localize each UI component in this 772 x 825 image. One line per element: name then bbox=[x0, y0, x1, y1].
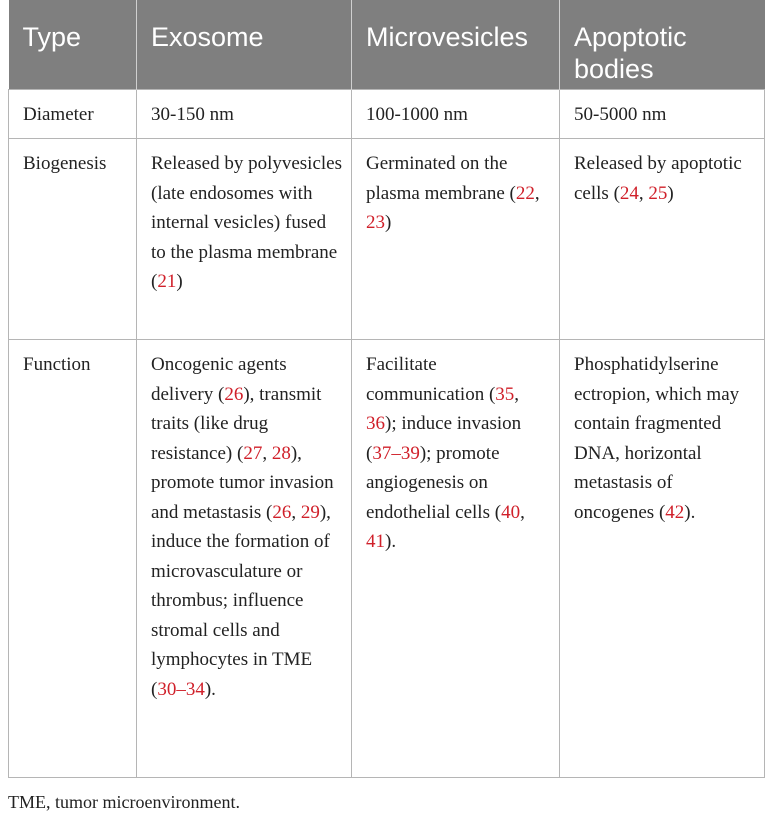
cell-text: Released by apoptotic cells ( bbox=[574, 153, 742, 204]
citation-link[interactable]: 36 bbox=[366, 413, 385, 434]
citation-link[interactable]: 26 bbox=[272, 501, 292, 523]
row-diameter bbox=[9, 90, 765, 139]
cell-text: Released by polyvesicles (late endosomes with internal vesicles) fused to the plasma membrane ( bbox=[151, 153, 343, 292]
cell-text: ). bbox=[385, 531, 397, 552]
cell-text: Facilitate communication ( bbox=[366, 354, 496, 405]
cell-text: ). bbox=[204, 678, 216, 700]
cell-apoptotic-bodies bbox=[560, 90, 765, 139]
cell-microvesicles bbox=[352, 340, 560, 778]
cell-text: ). bbox=[684, 501, 696, 523]
cell-text: 30-150 nm bbox=[151, 104, 234, 125]
cell-exosome bbox=[137, 340, 352, 778]
citation-link[interactable]: 40 bbox=[501, 501, 521, 523]
citation-link[interactable]: 37–39 bbox=[372, 442, 420, 464]
row-label: Biogenesis bbox=[9, 139, 137, 340]
citation-link[interactable]: 22 bbox=[515, 182, 535, 204]
cell-text: ) bbox=[176, 271, 183, 292]
vesicle-comparison-table bbox=[8, 0, 765, 778]
citation-link[interactable]: 27 bbox=[243, 442, 263, 464]
cell-text: Oncogenic agents delivery ( bbox=[151, 354, 287, 405]
cell-microvesicles bbox=[352, 90, 560, 139]
cell-text: ) bbox=[667, 182, 674, 204]
cell-text: ), promote tumor invasion and metastasis ( bbox=[151, 442, 334, 523]
cell-text: , bbox=[534, 182, 540, 204]
row-biogenesis bbox=[9, 139, 765, 340]
citation-link[interactable]: 28 bbox=[271, 442, 291, 464]
cell-text: , bbox=[262, 442, 272, 464]
cell-apoptotic-bodies bbox=[560, 139, 765, 340]
header-row bbox=[9, 0, 765, 90]
cell-exosome bbox=[137, 139, 352, 340]
cell-text: 100-1000 nm bbox=[366, 104, 468, 125]
header-exosome: Exosome bbox=[137, 0, 352, 90]
row-function bbox=[9, 340, 765, 778]
row-label: Diameter bbox=[9, 90, 137, 139]
citation-link[interactable]: 30–34 bbox=[157, 678, 205, 700]
cell-apoptotic-bodies bbox=[560, 340, 765, 778]
citation-link[interactable]: 42 bbox=[665, 501, 685, 523]
citation-link[interactable]: 25 bbox=[648, 182, 668, 204]
cell-exosome bbox=[137, 90, 352, 139]
table-footnote: TME, tumor microenvironment. bbox=[8, 792, 240, 812]
citation-link[interactable]: 29 bbox=[300, 501, 320, 523]
header-apoptotic-bodies: Apoptotic bodies bbox=[560, 0, 765, 90]
cell-text: ), transmit traits (like drug resistance) ( bbox=[151, 383, 322, 464]
cell-text: Germinated on the plasma membrane ( bbox=[366, 153, 516, 204]
cell-text: Phosphatidylserine ectropion, which may contain fragmented DNA, horizontal metastasis of oncogenes ( bbox=[574, 354, 740, 523]
citation-link[interactable]: 23 bbox=[366, 212, 385, 233]
cell-text: , bbox=[514, 383, 520, 405]
cell-text: ); promote angiogenesis on endothelial cells ( bbox=[366, 442, 502, 523]
header-type: Type bbox=[9, 0, 137, 90]
cell-microvesicles bbox=[352, 139, 560, 340]
citation-link[interactable]: 41 bbox=[366, 531, 385, 552]
citation-link[interactable]: 26 bbox=[224, 383, 244, 405]
citation-link[interactable]: 35 bbox=[495, 383, 515, 405]
cell-text: , bbox=[291, 501, 301, 523]
cell-text: ), induce the formation of microvasculature or thrombus; influence stromal cells and lymphocytes in TME ( bbox=[151, 501, 331, 700]
row-label: Function bbox=[9, 340, 137, 778]
cell-text: ); induce invasion ( bbox=[366, 413, 522, 464]
cell-text: ) bbox=[385, 212, 392, 233]
citation-link[interactable]: 21 bbox=[157, 271, 177, 292]
cell-text: , bbox=[520, 501, 525, 523]
citation-link[interactable]: 24 bbox=[619, 182, 639, 204]
cell-text: 50-5000 nm bbox=[574, 104, 667, 125]
cell-text: , bbox=[638, 182, 649, 204]
header-microvesicles: Microvesicles bbox=[352, 0, 560, 90]
